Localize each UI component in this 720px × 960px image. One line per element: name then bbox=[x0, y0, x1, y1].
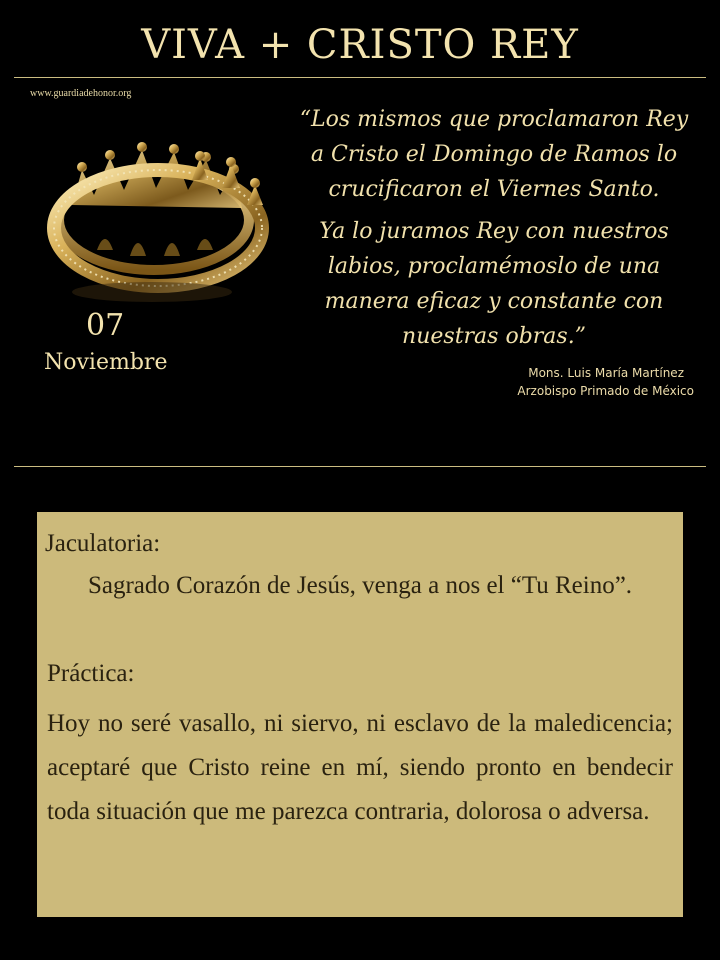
quote-part-2: Ya lo juramos Rey con nuestros labios, proclamémoslo de una manera eficaz y constante con nuestras obras.” bbox=[319, 219, 669, 349]
practica-label: Práctica: bbox=[47, 660, 135, 687]
quote-author bbox=[517, 364, 694, 400]
quote-block bbox=[290, 102, 698, 354]
date-day: 07 bbox=[86, 308, 125, 343]
jaculatoria-label: Jaculatoria: bbox=[45, 530, 161, 557]
middle-divider bbox=[14, 466, 706, 467]
jaculatoria-text: Sagrado Corazón de Jesús, venga a nos el “Tu Reino”. bbox=[87, 572, 633, 599]
author-name: Mons. Luis María Martínez bbox=[528, 366, 684, 380]
practica-text: Hoy no seré vasallo, ni siervo, ni esclavo de la maledicencia; aceptaré que Cristo reine en mí, siendo pronto en bendecir toda situación que me parezca contraria, dolorosa o adversa. bbox=[47, 710, 673, 825]
page-title: VIVA + CRISTO REY bbox=[141, 22, 579, 68]
devotion-card bbox=[37, 512, 683, 917]
top-divider bbox=[14, 77, 706, 78]
author-role: Arzobispo Primado de México bbox=[517, 384, 694, 398]
crown-ring-icon bbox=[42, 110, 282, 310]
website-link[interactable]: www.guardiadehonor.org bbox=[30, 88, 132, 99]
quote-part-1: “Los mismos que proclamaron Rey a Cristo el Domingo de Ramos lo crucificaron el Viernes Santo. bbox=[299, 107, 689, 202]
date-month: Noviembre bbox=[44, 350, 168, 375]
